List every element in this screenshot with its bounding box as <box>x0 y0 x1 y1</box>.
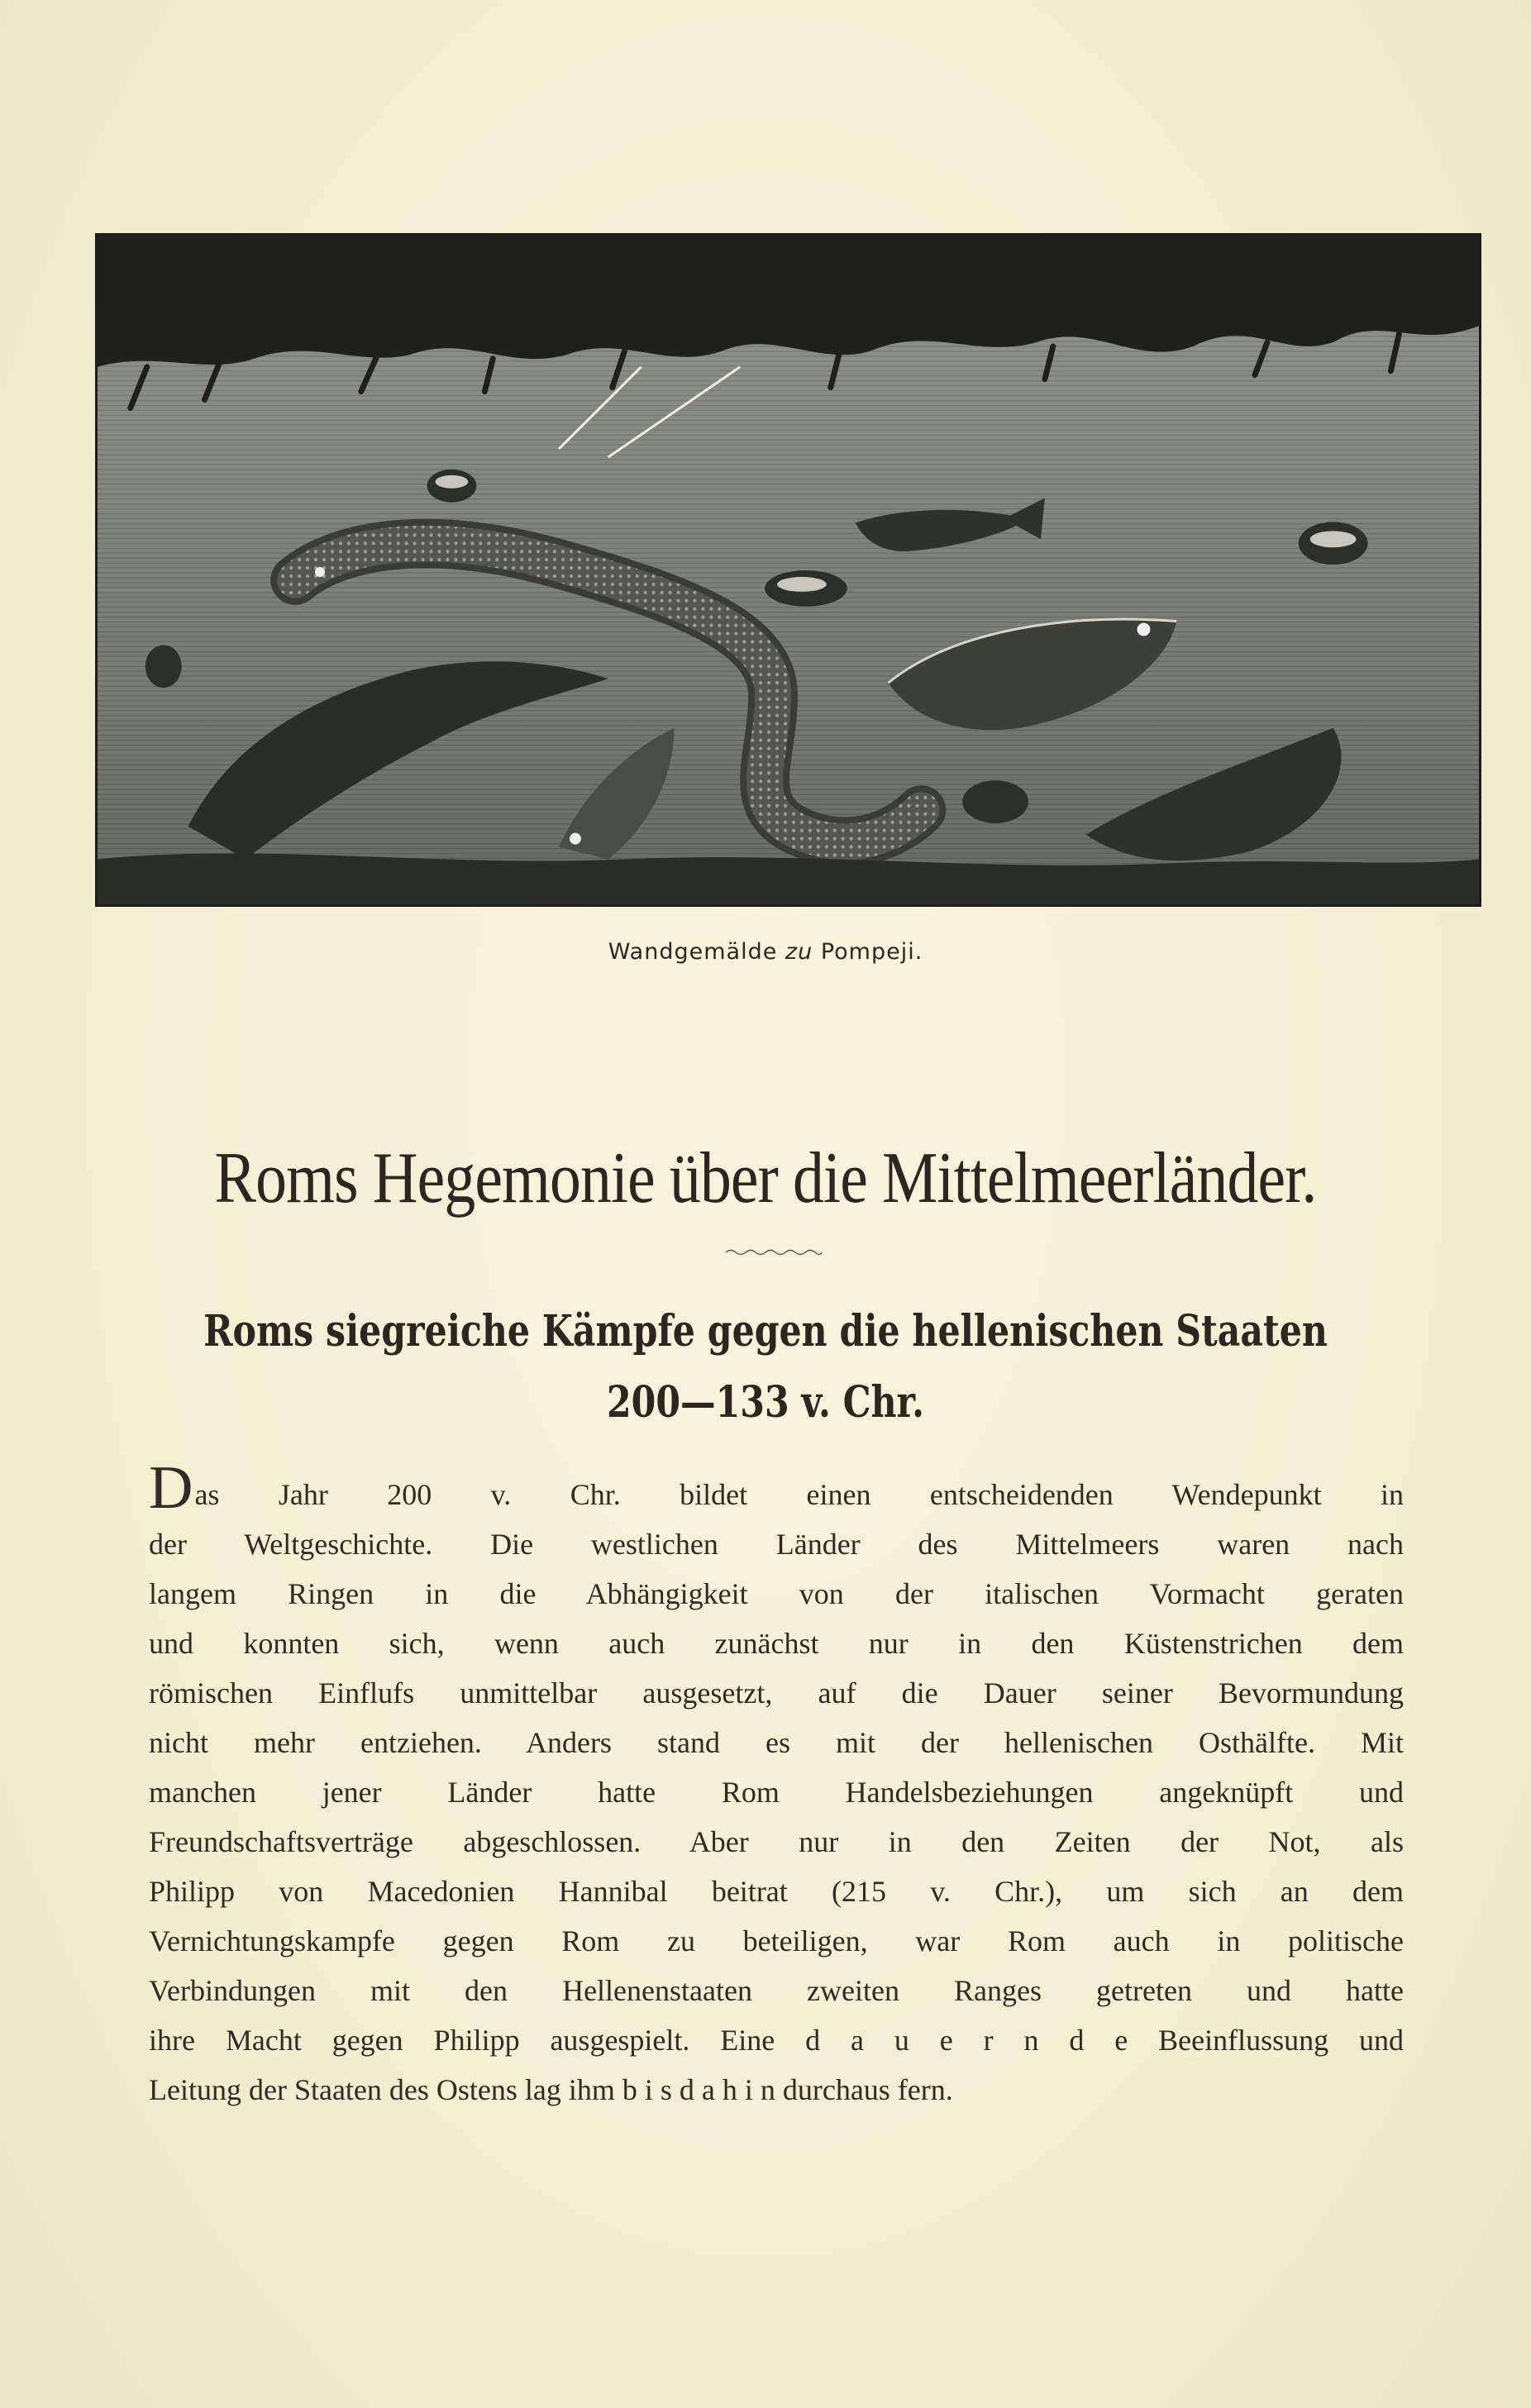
paragraph-line: nicht mehr entziehen. Anders stand es mit der hellenischen Osthälfte. Mit <box>149 1726 1404 1759</box>
section-heading <box>138 1296 1394 1438</box>
section-heading-line1: Roms siegreiche Kämpfe gegen die hellenischen Staaten <box>203 1306 1328 1357</box>
paragraph-line: manchen jener Länder hatte Rom Handelsbeziehungen angeknüpft und <box>149 1776 1404 1809</box>
paragraph-line: Verbindungen mit den Hellenenstaaten zweiten Ranges getreten und hatte <box>149 1974 1404 2007</box>
paragraph-line: Freundschaftsverträge abgeschlossen. Aber nur in den Zeiten der Not, als <box>149 1825 1404 1858</box>
paragraph-line: der Weltgeschichte. Die westlichen Länder des Mittelmeers waren nach <box>149 1528 1404 1561</box>
chapter-title: Roms Hegemonie über die Mittelmeerländer. <box>214 1138 1317 1218</box>
section-heading-line2: 200—133 v. Chr. <box>606 1377 925 1428</box>
paragraph-line: römischen Einflufs unmittelbar ausgesetzt, auf die Dauer seiner Bevormundung <box>149 1676 1404 1709</box>
paragraph-line: und konnten sich, wenn auch zunächst nur in den Küstenstrichen dem <box>149 1627 1404 1660</box>
drop-cap: D <box>149 1453 193 1522</box>
fish-mosaic-illustration <box>95 233 1481 907</box>
paragraph-line: Philipp von Macedonien Hannibal beitrat (215 v. Chr.), um sich an dem <box>149 1875 1404 1908</box>
paragraph-line: ihre Macht gegen Philipp ausgespielt. Eine d a u e r n d e Beeinflussung und <box>149 2024 1404 2057</box>
figure-caption <box>0 939 1531 965</box>
caption-text-right: Pompeji. <box>820 939 923 965</box>
caption-text-left: Wandgemälde <box>608 939 778 965</box>
body-paragraph <box>149 1453 1404 2115</box>
fish-mosaic-icon <box>98 236 1479 904</box>
caption-text-zu: zu <box>785 939 813 965</box>
paragraph-line: Leitung der Staaten des Ostens lag ihm b i s d a h i n durchaus fern. <box>149 2073 953 2106</box>
paragraph-line <box>149 1453 1404 1522</box>
paragraph-line-text: as Jahr 200 v. Chr. bildet einen entscheidenden Wendepunkt in <box>194 1478 1404 1511</box>
ornament-divider-icon <box>724 1247 823 1258</box>
paragraph-line: Vernichtungskampfe gegen Rom zu beteiligen, war Rom auch in politische <box>149 1924 1404 1957</box>
paragraph-line: langem Ringen in die Abhängigkeit von der italischen Vormacht geraten <box>149 1577 1404 1610</box>
